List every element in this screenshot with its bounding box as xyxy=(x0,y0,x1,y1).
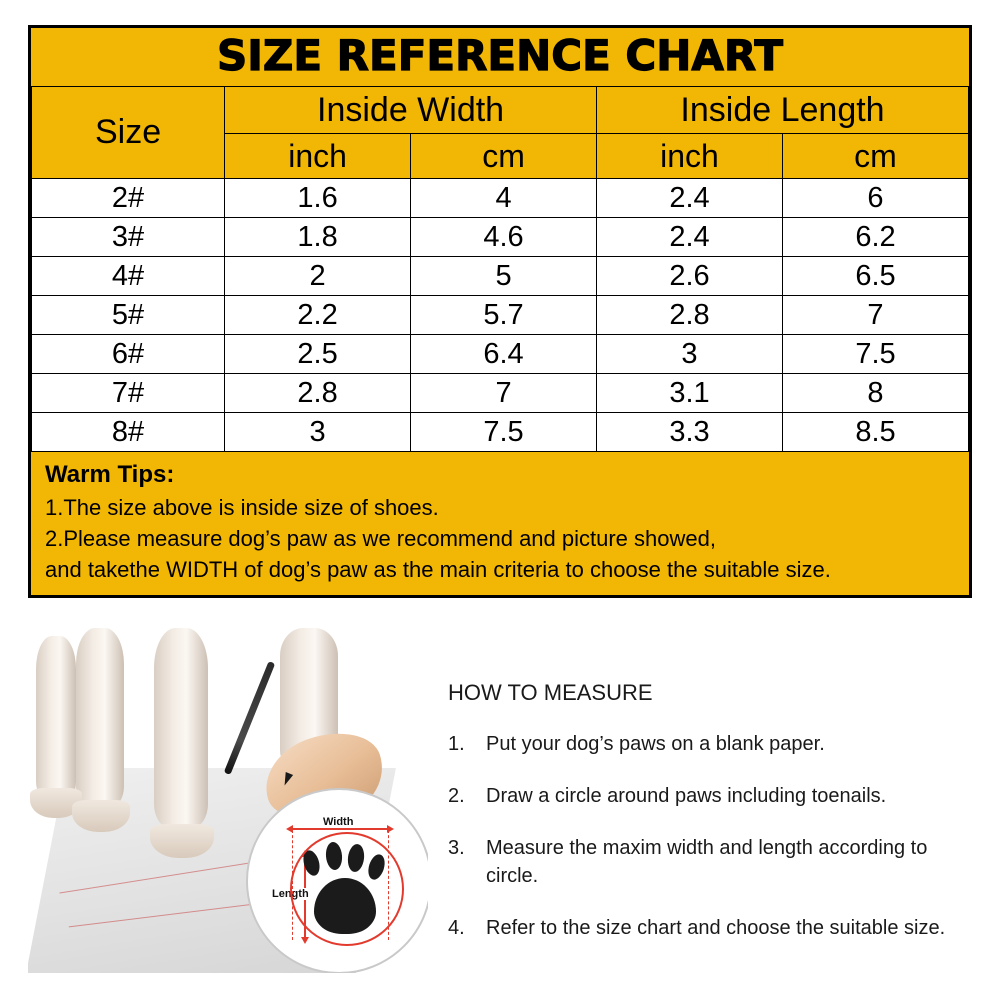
warm-tips-line-1: 1.The size above is inside size of shoes. xyxy=(45,495,439,520)
cell-length-cm: 7.5 xyxy=(782,335,968,374)
list-item xyxy=(448,730,968,758)
length-label: Length xyxy=(272,888,309,900)
header-width-cm: cm xyxy=(411,134,597,179)
cell-length-cm: 6.5 xyxy=(782,257,968,296)
cell-width-inch: 2.8 xyxy=(225,374,411,413)
warm-tips-title: Warm Tips: xyxy=(45,461,175,488)
step-text: Measure the maxim width and length according to circle. xyxy=(486,837,928,887)
step-number: 4. xyxy=(448,917,465,939)
list-item xyxy=(448,834,968,890)
header-inside-length: Inside Length xyxy=(597,87,969,134)
cell-size: 5# xyxy=(32,296,225,335)
cell-size: 6# xyxy=(32,335,225,374)
header-width-inch: inch xyxy=(225,134,411,179)
instructions-list xyxy=(448,678,968,966)
header-inside-width: Inside Width xyxy=(225,87,597,134)
dog-leg xyxy=(76,628,124,808)
cell-length-cm: 8.5 xyxy=(782,413,968,452)
step-text: Refer to the size chart and choose the suitable size. xyxy=(486,917,946,939)
cell-length-inch: 2.4 xyxy=(597,179,783,218)
cell-size: 2# xyxy=(32,179,225,218)
step-text: Draw a circle around paws including toenails. xyxy=(486,785,887,807)
cell-size: 8# xyxy=(32,413,225,452)
cell-width-inch: 1.6 xyxy=(225,179,411,218)
dog-leg xyxy=(154,628,208,828)
cell-length-cm: 6.2 xyxy=(782,218,968,257)
step-number: 2. xyxy=(448,785,465,807)
list-item xyxy=(448,782,968,810)
cell-width-inch: 2.5 xyxy=(225,335,411,374)
cell-length-inch: 2.6 xyxy=(597,257,783,296)
pen-icon xyxy=(224,661,275,775)
cell-length-cm: 6 xyxy=(782,179,968,218)
header-size: Size xyxy=(32,87,225,179)
cell-width-cm: 5.7 xyxy=(411,296,597,335)
cell-size: 3# xyxy=(32,218,225,257)
table-row xyxy=(32,218,969,257)
cell-width-cm: 4.6 xyxy=(411,218,597,257)
dog-paw-photo xyxy=(28,628,428,973)
table-header-row xyxy=(32,87,969,134)
header-length-inch: inch xyxy=(597,134,783,179)
step-text: Put your dog’s paws on a blank paper. xyxy=(486,733,825,755)
cell-width-inch: 3 xyxy=(225,413,411,452)
cell-width-inch: 2.2 xyxy=(225,296,411,335)
step-number: 1. xyxy=(448,733,465,755)
cell-length-inch: 3 xyxy=(597,335,783,374)
cell-length-inch: 3.1 xyxy=(597,374,783,413)
length-arrow-bottom-head xyxy=(301,937,309,944)
table-row xyxy=(32,413,969,452)
cell-width-cm: 6.4 xyxy=(411,335,597,374)
cell-length-inch: 2.4 xyxy=(597,218,783,257)
dog-leg xyxy=(36,636,76,801)
width-arrow-line xyxy=(292,828,388,830)
table-row xyxy=(32,257,969,296)
paw-outline-circle xyxy=(290,832,404,946)
page-title: SIZE REFERENCE CHART xyxy=(217,31,783,80)
list-item xyxy=(448,914,968,942)
cell-width-inch: 1.8 xyxy=(225,218,411,257)
how-to-measure-title: HOW TO MEASURE xyxy=(448,680,653,705)
step-number: 3. xyxy=(448,837,465,859)
cell-size: 4# xyxy=(32,257,225,296)
measurement-diagram xyxy=(246,788,428,973)
table-row xyxy=(32,335,969,374)
how-to-measure-section xyxy=(28,628,972,973)
cell-length-inch: 3.3 xyxy=(597,413,783,452)
cell-length-inch: 2.8 xyxy=(597,296,783,335)
size-reference-chart-panel xyxy=(28,25,972,598)
table-row xyxy=(32,374,969,413)
table-row xyxy=(32,179,969,218)
cell-length-cm: 7 xyxy=(782,296,968,335)
header-length-cm: cm xyxy=(782,134,968,179)
table-row xyxy=(32,296,969,335)
width-label: Width xyxy=(320,816,356,828)
warm-tips-line-3: and takethe WIDTH of dog’s paw as the main criteria to choose the suitable size. xyxy=(45,557,831,582)
warm-tips-line-2: 2.Please measure dog’s paw as we recommend and picture showed, xyxy=(45,526,716,551)
warm-tips xyxy=(31,452,969,595)
cell-width-cm: 7 xyxy=(411,374,597,413)
cell-width-cm: 5 xyxy=(411,257,597,296)
cell-width-cm: 7.5 xyxy=(411,413,597,452)
cell-width-inch: 2 xyxy=(225,257,411,296)
cell-length-cm: 8 xyxy=(782,374,968,413)
cell-size: 7# xyxy=(32,374,225,413)
cell-width-cm: 4 xyxy=(411,179,597,218)
size-table xyxy=(31,86,969,452)
